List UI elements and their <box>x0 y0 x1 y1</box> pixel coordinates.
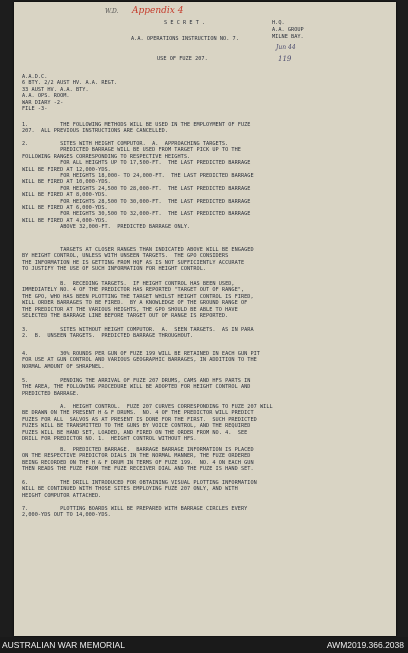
paragraph-line: FUZES WILL BE TRANSMITTED TO THE GUNS BY VOICE CONTROL, AND THE REQUIRED <box>22 423 251 430</box>
paragraph-line: ABOVE 32,000-FT. PREDICTED BARRAGE ONLY. <box>22 224 191 231</box>
paragraph-line: FOR HEIGHTS 24,500 TO 28,000-FT. THE LAST PREDICTED BARRAGE <box>22 185 251 192</box>
paragraph-line: FUZES WILL BE HAND SET, LOADED, AND FIRED ON THE ORDER FROM NO. 4. SEE <box>22 429 248 436</box>
paragraph-line: 6. THE DRILL INTRODUCED FOR OBTAINING VISUAL PLOTTING INFORMATION <box>22 480 257 486</box>
distribution-line: 33 AUST HV. A.A. BTY. <box>22 86 89 93</box>
footer-credit: AUSTRALIAN WAR MEMORIAL <box>2 640 125 650</box>
paragraph-line: FUZES FOR ALL SALVOS AS AT PRESENT IS DONE FOR THE FIRST. SUCH PREDICTED <box>22 416 257 423</box>
paragraph-line: 207. ALL PREVIOUS INSTRUCTIONS ARE CANCELLED. <box>22 128 168 135</box>
subject-title: USE OF FUZE 207. <box>157 56 208 62</box>
paragraph-line: ON THE RESPECTIVE PREDICTOR DIALS IN THE NORMAL MANNER, THE FUZE ORDERED <box>22 453 251 460</box>
paragraph-line: TARGETS AT CLOSER RANGES THAN INDICATED ABOVE WILL BE ENGAGED <box>22 247 254 253</box>
paragraph-line: PREDICTED BARRAGE. <box>22 390 80 397</box>
paragraph-line: IMMEDIATELY NO. 4 OF THE PREDICTOR HAS REPORTED "TARGET OUT OF RANGE", <box>22 287 245 294</box>
handwritten-page-number: 119 <box>278 55 292 63</box>
paragraph-line: THEN READS THE FUZE FROM THE FUZE RECEIVER DIAL AND THE FUZE IS HAND SET. <box>22 466 254 473</box>
paragraph-line: 2. SITES WITH HEIGHT COMPUTOR. A. APPROACHING TARGETS. <box>22 141 229 147</box>
instruction-title: A.A. OPERATIONS INSTRUCTION NO. 7. <box>131 36 239 42</box>
paragraph-line: BEING RECORDED ON THE H & F DRUM IN TERMS OF FUZE 199. NO. 4 ON EACH GUN <box>22 459 254 466</box>
appendix-annotation: Appendix 4 <box>132 6 184 16</box>
paragraph-line: FOR HEIGHTS 18,000- TO 24,000-FT. THE LAST PREDICTED BARRAGE <box>22 173 254 179</box>
paragraph-line: HEIGHT COMPUTOR ATTACHED. <box>22 492 102 499</box>
paragraph-line: BE DRAWN ON THE PRESENT H & F DRUMS. NO. 4 OF THE PREDICTOR WILL PREDICT <box>22 410 254 417</box>
paragraph-line: 3. SITES WITHOUT HEIGHT COMPUTOR. A. SEEN TARGETS. AS IN PARA <box>22 327 254 333</box>
paragraph-line: WILL ORDER BARRAGES TO BE FIRED. BY A KNOWLEDGE OF THE GROUND RANGE OF <box>22 300 248 307</box>
paragraph-line: FOR ALL HEIGHTS UP TO 17,500-FT. THE LAST PREDICTED BARRAGE <box>22 160 251 167</box>
paragraph-line: WILL BE FIRED AT 10,000-YDS. <box>22 179 111 186</box>
paragraph-line: 5. PENDING THE ARRIVAL OF FUZE 207 DRUMS, CAMS AND HFS PARTS IN <box>22 378 251 384</box>
paragraph-line: 4. 30% ROUNDS PER GUN OF FUZE 199 WILL BE RETAINED IN EACH GUN PIT <box>22 351 260 357</box>
distribution-line: 6 BTY. 2/2 AUST HV. A.A. REGT. <box>22 80 118 87</box>
paragraph-line: THE GPO, WHO HAS BEEN PLOTTING THE TARGET WHILST HEIGHT CONTROL IS FIRED, <box>22 293 254 300</box>
paragraph-line: WILL BE FIRED AT 4,000-YDS. <box>22 217 108 224</box>
footer-accession: AWM2019.366.2038 <box>326 640 404 650</box>
distribution-line: FILE -3- <box>22 106 48 112</box>
distribution-line: A.A.D.C. <box>22 74 48 80</box>
paragraph-line: B. RECEDING TARGETS. IF HEIGHT CONTROL HAS BEEN USED, <box>22 281 235 287</box>
document-page <box>14 2 396 636</box>
paragraph-line: WILL BE CONTINUED WITH THOSE SITES EMPLOYING FUZE 207 ONLY, AND WITH <box>22 486 238 493</box>
paragraph-line: WILL BE FIRED AT 8,000-YDS. <box>22 192 108 199</box>
paragraph-line: 2. B. UNSEEN TARGETS. PREDICTED BARRAGE THROUGHOUT. <box>22 333 194 340</box>
paragraph-line: FOR HEIGHTS 28,500 TO 30,000-FT. THE LAST PREDICTED BARRAGE <box>22 198 251 205</box>
paragraph-line: TO JUSTIFY THE USE OF SUCH INFORMATION FOR HEIGHT CONTROL. <box>22 266 207 273</box>
paragraph-line: PREDICTED BARRAGE WILL BE USED FROM TARGET PICK UP TO THE <box>22 147 241 154</box>
paragraph-line: A. HEIGHT CONTROL. FUZE 207 CURVES CORRESPONDING TO FUZE 207 WILL <box>22 404 273 410</box>
paragraph-line: BY HEIGHT CONTROL, UNLESS WITH UNSEEN TARGETS. THE GPO CONSIDERS <box>22 253 229 260</box>
paragraph-line: THE INFORMATION HE IS GETTING FROM HQF AS IS NOT SUFFICIENTLY ACCURATE <box>22 259 245 266</box>
distribution-line: A.A. OPS. ROOM. <box>22 93 70 100</box>
place-label: MILNE BAY. <box>272 34 304 40</box>
paragraph-line: FOR HEIGHTS 30,500 TO 32,000-FT. THE LAST PREDICTED BARRAGE <box>22 211 251 218</box>
paragraph-line: WILL BE FIRED AT 6,000-YDS. <box>22 205 108 211</box>
handwritten-ref: W.D. <box>105 8 119 15</box>
unit-label: A.A. GROUP <box>272 27 304 33</box>
hq-label: H.Q. <box>272 20 285 26</box>
paragraph-line: WILL BE FIRED AT 12,000-YDS. <box>22 166 111 173</box>
paragraph-line: 1. THE FOLLOWING METHODS WILL BE USED IN THE EMPLOYMENT OF FUZE <box>22 122 251 128</box>
paragraph-line: 7. PLOTTING BOARDS WILL BE PREPARED WITH BARRAGE CIRCLES EVERY <box>22 506 248 512</box>
paragraph-line: FOLLOWING RANGES CORRESPONDING TO RESPECTIVE HEIGHTS. <box>22 153 191 160</box>
paragraph-line: SELECTED THE BARRAGE LINE BEFORE TARGET OUT OF RANGE IS REPORTED. <box>22 313 229 319</box>
classification: S E C R E T . <box>164 20 206 26</box>
paragraph-line: THE PREDICTOR AT THE VARIOUS HEIGHTS, THE GPO SHOULD BE ABLE TO HAVE <box>22 306 238 313</box>
paragraph-line: FOR USE AT GUN CONTROL AND VARIOUS GEOGRAPHIC BARRAGES, IN ADDITION TO THE <box>22 357 257 364</box>
paragraph-line: B. PREDICTED BARRAGE. BARRAGE BARRAGE INFORMATION IS PLACED <box>22 447 254 453</box>
distribution-line: WAR DIARY -2- <box>22 99 64 106</box>
footer-bar <box>0 637 408 653</box>
paragraph-line: DRILL FOR PREDICTOR NO. 1. HEIGHT CONTROL WITHOUT HFS. <box>22 436 197 442</box>
paragraph-line: THE AREA, THE FOLLOWING PROCEDURE WILL BE ADOPTED FOR HEIGHT CONTROL AND <box>22 384 251 391</box>
handwritten-date: Jun 44 <box>276 44 296 51</box>
paragraph-line: 2,000-YDS OUT TO 14,000-YDS. <box>22 512 111 519</box>
paragraph-line: NORMAL AMOUNT OF SHRAPNEL. <box>22 363 105 370</box>
